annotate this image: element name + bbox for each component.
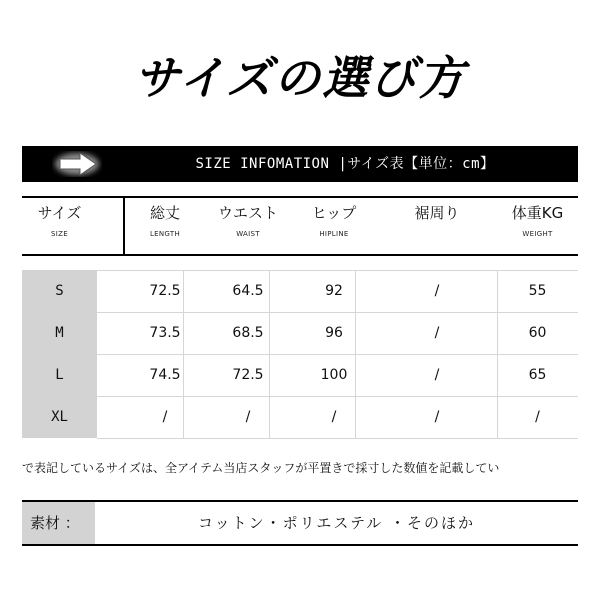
hip-cell: 100 [320,367,348,383]
hem-cell: / [434,283,440,299]
header-waist [205,198,291,254]
length-cell: 72.5 [149,283,181,299]
size-cell: L [55,367,64,383]
hem-cell: / [434,325,440,341]
hem-cell: / [434,409,440,425]
table-header [22,196,578,256]
header-size [22,198,97,254]
weight-cell: 55 [528,283,547,299]
size-cell: M [55,325,64,341]
hem-cell: / [434,367,440,383]
size-cell: S [55,283,64,299]
header-waist-en: WAIST [236,230,260,238]
material-value: コットン・ポリエステル ・そのほか [197,514,476,532]
length-cell: / [162,409,168,425]
page-title: サイズの選び方 [133,51,467,105]
waist-cell: / [245,409,251,425]
header-hip [291,198,377,254]
weight-cell: 60 [528,325,547,341]
weight-cell: 65 [528,367,547,383]
grid-line [97,438,578,439]
table-row [22,354,578,396]
table-row [22,396,578,438]
size-info-banner [22,146,578,182]
header-weight-en: WEIGHT [522,230,553,238]
banner-text: SIZE INFOMATION |サイズ表【単位：cm】 [195,156,495,172]
header-hip-en: HIPLINE [319,230,349,238]
hip-cell: 92 [325,283,343,299]
size-cell: XL [51,409,68,425]
hip-cell: / [331,409,337,425]
table-row [22,312,578,354]
header-weight [497,198,578,254]
hip-cell: 96 [325,325,343,341]
table-row [22,270,578,312]
header-length [125,198,205,254]
header-weight-jp: 体重KG [511,204,564,222]
header-size-jp: サイズ [37,204,82,222]
header-length-jp: 総丈 [149,204,180,222]
header-hip-jp: ヒップ [311,204,357,222]
waist-cell: 64.5 [232,283,264,299]
header-length-en: LENGTH [149,230,181,238]
header-size-en: SIZE [51,230,68,238]
length-cell: 73.5 [149,325,181,341]
header-hem [377,198,497,254]
header-waist-jp: ウエスト [217,204,278,222]
right-arrow-icon [52,151,102,177]
waist-cell: 72.5 [232,367,264,383]
header-hem-jp: 裾周り [414,204,460,222]
material-row [22,500,578,546]
weight-cell: / [535,409,540,425]
measurement-note: で表記しているサイズは、全アイテム当店スタッフが平置きで採寸した数値を記載してい [22,461,500,475]
waist-cell: 68.5 [232,325,264,341]
length-cell: 74.5 [149,367,181,383]
material-label: 素材 ： [22,502,95,544]
